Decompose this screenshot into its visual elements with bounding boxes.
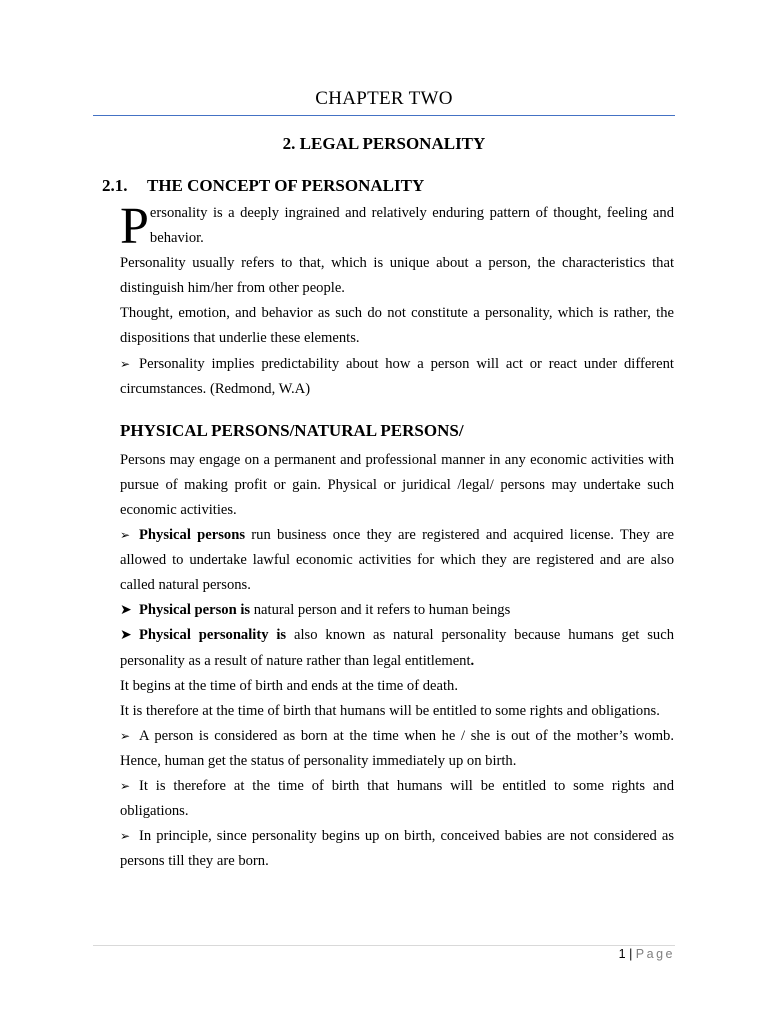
paragraph: Persons may engage on a permanent and professional manner in any economic activities with pursue of making profit or gain. Physical or juridical /legal/ persons may undertake such economic activities. bbox=[120, 451, 674, 518]
bullet-text: A person is considered as born at the time when he / she is out of the mother’s womb. Hence, human get the status of personality immediately up on birth. bbox=[120, 727, 674, 769]
paragraph: It is therefore at the time of birth that humans will be entitled to some rights and obligations. bbox=[120, 702, 660, 719]
bullet-bold-term: Physical personality is bbox=[139, 627, 287, 644]
bullet-item bbox=[120, 724, 674, 774]
intro-paragraph bbox=[120, 198, 674, 255]
bullet-item bbox=[120, 824, 674, 874]
heading-concept-of-personality bbox=[102, 176, 424, 196]
footer-rule bbox=[93, 945, 675, 946]
bullet-bold-term: Physical persons bbox=[139, 527, 246, 544]
dropcap-letter: P bbox=[120, 198, 149, 255]
bullet-item bbox=[120, 523, 674, 598]
heading-legal-personality: 2. LEGAL PERSONALITY bbox=[282, 134, 486, 153]
page-number: 1 bbox=[618, 947, 626, 961]
paragraph: Thought, emotion, and behavior as such do not constitute a personality, which is rather, the dispositions that underlie these elements. bbox=[120, 305, 674, 347]
arrow-bullet-icon: ➢ bbox=[120, 829, 131, 844]
bullet-item bbox=[120, 623, 674, 673]
arrow-bullet-icon: ➢ bbox=[120, 728, 131, 743]
arrow-bullet-icon: ➢ bbox=[120, 528, 131, 543]
section-heading-physical-persons: PHYSICAL PERSONS/NATURAL PERSONS/ bbox=[120, 420, 464, 440]
bullet-text: natural person and it refers to human beings bbox=[250, 602, 511, 619]
chapter-title: CHAPTER TWO bbox=[315, 88, 453, 109]
heading-text: THE CONCEPT OF PERSONALITY bbox=[147, 176, 425, 195]
page-separator: | bbox=[629, 947, 633, 961]
arrow-bullet-icon: ➤ bbox=[120, 602, 132, 619]
bullet-item bbox=[120, 774, 674, 824]
paragraph: It begins at the time of birth and ends at the time of death. bbox=[120, 677, 458, 694]
bullet-period: . bbox=[470, 652, 475, 669]
body-text bbox=[120, 198, 674, 874]
intro-text: ersonality is a deeply ingrained and relatively enduring pattern of thought, feeling and behavior. bbox=[149, 205, 674, 247]
paragraph: Personality usually refers to that, which is unique about a person, the characteristics that distinguish him/her from other people. bbox=[120, 255, 674, 297]
title-rule bbox=[93, 115, 675, 116]
page-label: Page bbox=[635, 947, 675, 961]
heading-number: 2.1. bbox=[102, 176, 128, 195]
bullet-text: also known as natural personality because humans get such personality as a result of nature rather than legal entitlement bbox=[120, 627, 674, 669]
arrow-bullet-icon: ➢ bbox=[120, 778, 131, 793]
bullet-text: In principle, since personality begins up on birth, conceived babies are not considered as persons till they are born. bbox=[120, 828, 674, 870]
arrow-bullet-icon: ➤ bbox=[120, 627, 132, 644]
bullet-item bbox=[120, 352, 674, 402]
bullet-bold-term: Physical person is bbox=[139, 602, 251, 619]
bullet-text: Personality implies predictability about how a person will act or react under different circumstances. (Redmond, W.A) bbox=[120, 355, 674, 397]
bullet-text: It is therefore at the time of birth that humans will be entitled to some rights and obligations. bbox=[120, 777, 674, 820]
bullet-item bbox=[120, 598, 674, 623]
bullet-text: run business once they are registered and acquired license. They are allowed to undertake lawful economic activities for which they are registered and are also called natural persons. bbox=[120, 527, 674, 594]
arrow-bullet-icon: ➢ bbox=[120, 356, 131, 371]
page-footer bbox=[619, 947, 675, 961]
